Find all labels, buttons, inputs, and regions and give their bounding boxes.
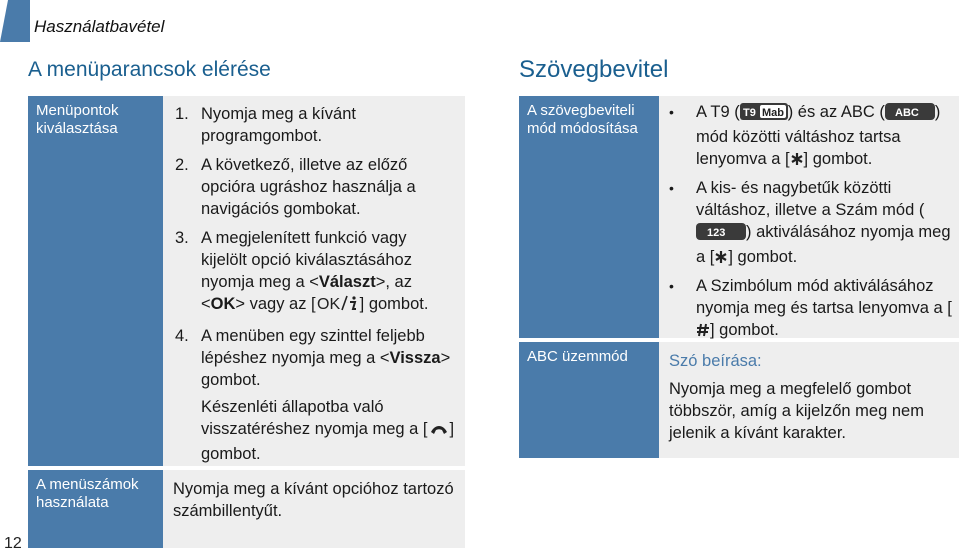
step-text: A következő, illetve az előző opcióra ugráshoz használja a navigációs gombokat.	[201, 156, 416, 218]
step-text: Nyomja meg a kívánt programgombot.	[201, 105, 356, 145]
mode-bullets	[669, 101, 955, 344]
content-menu-numbers: Nyomja meg a kívánt opcióhoz tartozó számbillentyűt.	[163, 470, 465, 548]
end-call-icon	[428, 421, 450, 443]
step-number: 1.	[175, 105, 189, 123]
header-accent-bar	[0, 0, 30, 42]
sub-heading-word-entry: Szó beírása:	[669, 352, 762, 370]
page-number: 12	[4, 535, 22, 552]
asterisk-key-icon	[714, 249, 728, 271]
svg-text:123: 123	[707, 227, 726, 239]
standby-note: Készenléti állapotba való visszatéréshez nyomja meg a [ ] gombot.	[201, 398, 455, 463]
step-number: 3.	[175, 229, 189, 247]
svg-text:ABC: ABC	[894, 107, 919, 119]
step-text: A menüben egy szinttel feljebb lépéshez nyomja meg a <Vissza> gombot.	[201, 327, 451, 389]
number-mode-icon	[696, 223, 746, 246]
t9-mode-icon	[740, 103, 788, 126]
svg-text:OK: OK	[316, 296, 340, 312]
bullet-item: • A kis- és nagybetűk közötti váltáshoz, illetve a Szám mód ( 123 ) aktiválásához nyomja meg a [ ] gombot.	[669, 177, 955, 271]
label-abc-mode: ABC üzemmód	[519, 342, 659, 458]
bullet-item: • A T9 ( T9 Mab ) és az ABC ( ABC ) mód közötti váltáshoz tartsa lenyomva a [ ] gombot.	[669, 101, 955, 173]
hash-key-icon	[696, 322, 710, 344]
header-title: Használatbavétel	[34, 17, 165, 36]
step-item	[175, 227, 455, 318]
content-change-input-mode	[659, 96, 959, 338]
abc-mode-icon	[885, 103, 935, 126]
label-change-input-mode: A szövegbeviteli mód módosítása	[519, 96, 659, 338]
step-text: A megjelenített funkció vagy kijelölt opció kiválasztásához nyomja meg a <Választ>, az <OK> vagy az [ OK ] gombot.	[201, 227, 455, 318]
content-select-menu-items	[163, 96, 465, 466]
svg-text:T9: T9	[742, 107, 756, 119]
asterisk-key-icon	[790, 151, 804, 173]
step-item	[175, 154, 455, 220]
content-abc-mode	[659, 342, 959, 458]
section-title-text-input: Szövegbevitel	[519, 56, 669, 83]
bullet-item: • A Szimbólum mód aktiválásához nyomja meg és tartsa lenyomva a [] gombot.	[669, 275, 955, 344]
step-item	[175, 103, 455, 147]
step-number: 2.	[175, 156, 189, 174]
ok-info-key-icon	[316, 294, 360, 318]
label-menu-numbers: A menüszámok használata	[28, 470, 163, 548]
label-select-menu-items: Menüpontok kiválasztása	[28, 96, 163, 466]
step-item	[175, 325, 455, 391]
abc-mode-text: Nyomja meg a megfelelő gombot többször, amíg a kijelzőn meg nem jelenik a kívánt karakter.	[669, 380, 924, 442]
section-title-menu: A menüparancsok elérése	[28, 58, 271, 81]
svg-text:Mab: Mab	[761, 107, 784, 119]
steps-list	[175, 103, 455, 391]
step-number: 4.	[175, 327, 189, 345]
